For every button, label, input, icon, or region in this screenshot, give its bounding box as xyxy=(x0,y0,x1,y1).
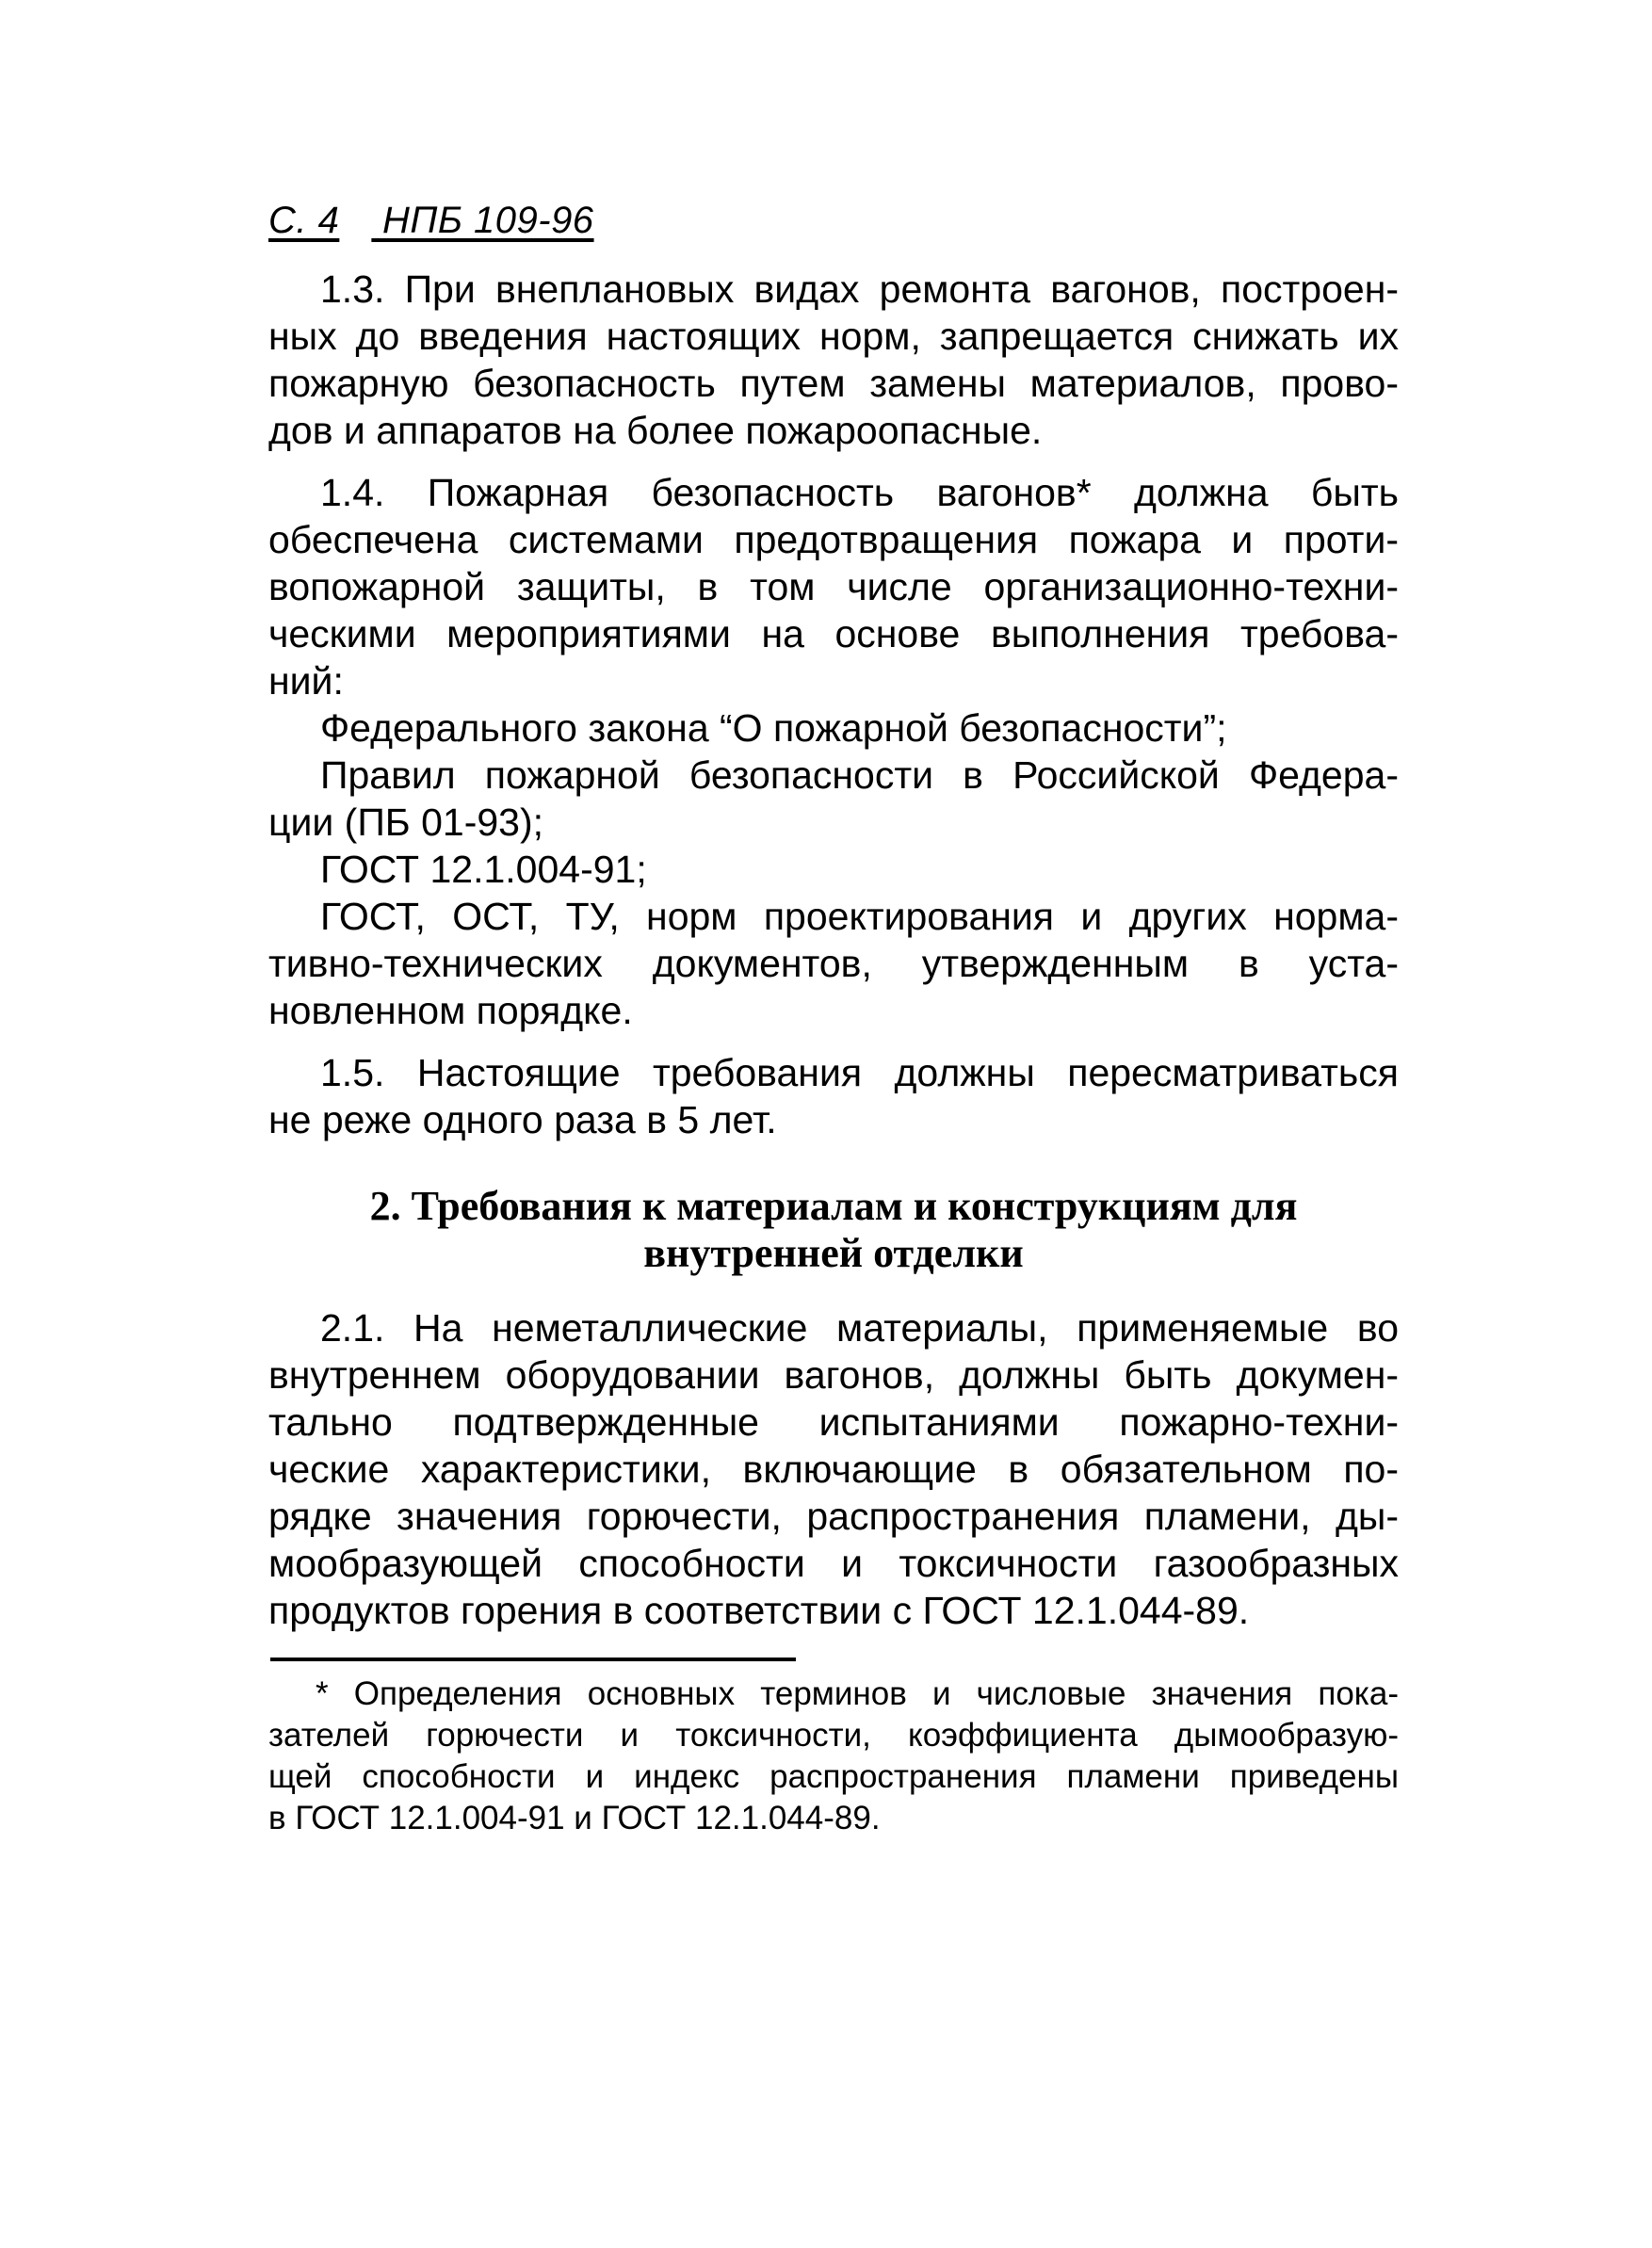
paragraph-2-1-line-3: тально подтвержденные испытаниями пожарно-техни- xyxy=(268,1400,1399,1444)
paragraph-2-1-line-5: рядке значения горючести, распространения пламени, ды- xyxy=(268,1495,1399,1538)
paragraph-1-4-line-5: ний: xyxy=(268,659,344,703)
list-item-standards-line-3: новленном порядке. xyxy=(268,989,633,1032)
paragraph-2-1-line-4: ческие характеристики, включающие в обязательном по- xyxy=(268,1447,1399,1491)
paragraph-1-5-line-1: 1.5. Настоящие требования должны пересматриваться xyxy=(320,1051,1399,1094)
footnote-line-3: щей способности и индекс распространения пламени приведены xyxy=(268,1758,1399,1795)
paragraph-2-1-line-6: мообразующей способности и токсичности газообразных xyxy=(268,1542,1399,1585)
list-item-standards-line-1: ГОСТ, ОСТ, ТУ, норм проектирования и других норма- xyxy=(320,895,1399,938)
footnote-line-2: зателей горючести и токсичности, коэффициента дымообразую- xyxy=(268,1717,1399,1754)
paragraph-1-3-line-2: ных до введения настоящих норм, запрещается снижать их xyxy=(268,315,1399,358)
paragraph-1-3-line-3: пожарную безопасность путем замены материалов, прово- xyxy=(268,362,1399,405)
section-2-heading-line-1: 2. Требования к материалам и конструкциям для xyxy=(369,1183,1298,1229)
list-item-gost: ГОСТ 12.1.004-91; xyxy=(320,848,647,891)
paragraph-2-1-line-2: внутреннем оборудовании вагонов, должны быть докумен- xyxy=(268,1353,1399,1397)
footnote-line-1: * Определения основных терминов и числовые значения пока- xyxy=(316,1675,1399,1712)
paragraph-1-3-line-1: 1.3. При внеплановых видах ремонта вагонов, построен- xyxy=(320,267,1399,311)
paragraph-2-1-line-1: 2.1. На неметаллические материалы, применяемые во xyxy=(320,1306,1399,1350)
footnote-line-4: в ГОСТ 12.1.004-91 и ГОСТ 12.1.044-89. xyxy=(268,1800,881,1836)
section-2-heading-line-2: внутренней отделки xyxy=(643,1230,1024,1276)
list-item-federal-law: Федерального закона “О пожарной безопасности”; xyxy=(320,706,1227,750)
running-head xyxy=(268,200,626,242)
paragraph-1-4-line-2: обеспечена системами предотвращения пожара и проти- xyxy=(268,518,1399,561)
paragraph-2-1-line-7: продуктов горения в соответствии с ГОСТ 12.1.044-89. xyxy=(268,1589,1250,1632)
paragraph-1-4-line-3: вопожарной защиты, в том числе организационно-техни- xyxy=(268,565,1399,608)
page-number: С. 4 xyxy=(268,200,340,241)
paragraph-1-4-line-4: ческими мероприятиями на основе выполнения требова- xyxy=(268,612,1399,655)
list-item-fire-rules-line-1: Правил пожарной безопасности в Российской Федера- xyxy=(320,753,1399,797)
paragraph-1-5-line-2: не реже одного раза в 5 лет. xyxy=(268,1098,777,1141)
paragraph-1-4-line-1: 1.4. Пожарная безопасность вагонов* должна быть xyxy=(320,471,1399,514)
paragraph-1-3-line-4: дов и аппаратов на более пожароопасные. xyxy=(268,409,1043,452)
list-item-standards-line-2: тивно-технических документов, утвержденным в уста- xyxy=(268,942,1399,985)
footnote-divider xyxy=(270,1658,796,1661)
document-code: НПБ 109-96 xyxy=(381,200,594,241)
list-item-fire-rules-line-2: ции (ПБ 01-93); xyxy=(268,801,544,844)
